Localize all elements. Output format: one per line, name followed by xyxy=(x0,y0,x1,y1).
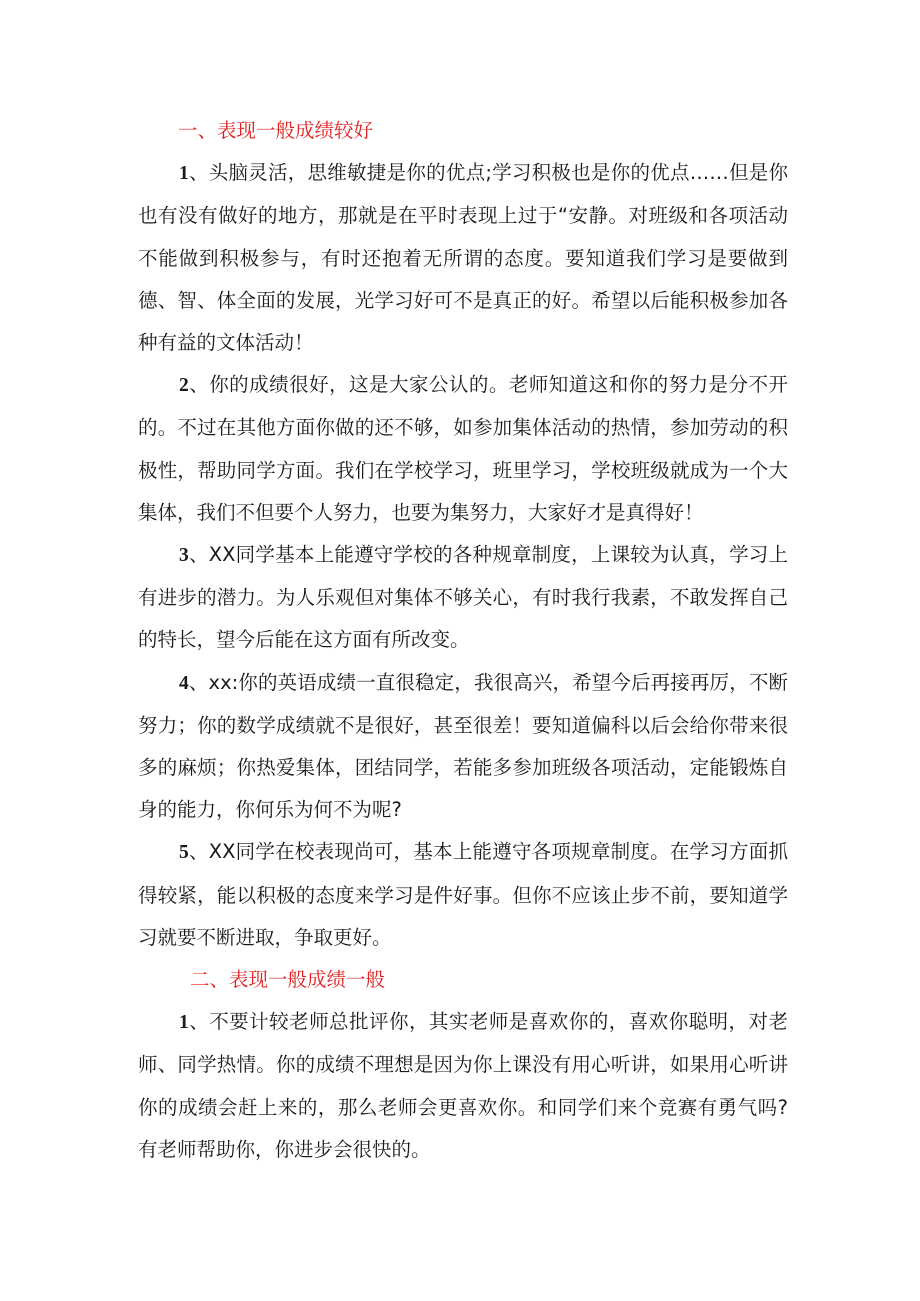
item-number: 2 xyxy=(179,375,189,397)
item-number: 4 xyxy=(179,672,189,694)
item-number: 1 xyxy=(179,163,189,185)
item-text: 、XX同学基本上能遵守学校的各种规章制度，上课较为认真，学习上有进步的潜力。为人乐观但对集体不够关心，有时我行我素，不敢发挥自己的特长，望今后能在这方面有所改变。 xyxy=(138,543,788,652)
section-heading-1: 一、表现一般成绩较好 xyxy=(178,119,374,142)
item-number: 3 xyxy=(179,545,189,567)
comment-paragraph-1-2 xyxy=(138,364,788,534)
item-number: 1 xyxy=(179,1012,189,1034)
comment-paragraph-2-1 xyxy=(138,1001,788,1171)
section-heading-2: 二、表现一般成绩一般 xyxy=(190,968,386,992)
comment-paragraph-1-5 xyxy=(138,831,788,959)
comment-paragraph-1-3 xyxy=(138,534,788,662)
item-text: 、你的成绩很好，这是大家公认的。老师知道这和你的努力是分不开的。不过在其他方面你做的还不够，如参加集体活动的热情，参加劳动的积极性，帮助同学方面。我们在学校学习，班里学习，学校班级就成为一个大集体，我们不但要个人努力，也要为集努力，大家好才是真得好！ xyxy=(138,373,788,524)
document-body xyxy=(138,110,788,1171)
comment-paragraph-1-1 xyxy=(138,152,788,364)
item-text: 、不要计较老师总批评你，其实老师是喜欢你的，喜欢你聪明，对老师、同学热情。你的成绩不理想是因为你上课没有用心听讲，如果用心听讲你的成绩会赶上来的，那么老师会更喜欢你。和同学们来个竞赛有勇气吗?有老师帮助你，你进步会很快的。 xyxy=(138,1010,788,1161)
comment-paragraph-1-4 xyxy=(138,662,788,832)
item-text: 、xx:你的英语成绩一直很稳定，我很高兴，希望今后再接再厉，不断努力；你的数学成绩就不是很好，甚至很差！要知道偏科以后会给你带来很多的麻烦；你热爱集体，团结同学，若能多参加班级各项活动，定能锻炼自身的能力，你何乐为何不为呢? xyxy=(138,670,788,822)
item-number: 5 xyxy=(179,842,189,864)
item-text: 、头脑灵活，思维敏捷是你的优点;学习积极也是你的优点……但是你也有没有做好的地方，那就是在平时表现上过于“安静。对班级和各项活动不能做到积极参与，有时还抱着无所谓的态度。要知道我们学习是要做到德、智、体全面的发展，光学习好可不是真正的好。希望以后能积极参加各种有益的文体活动！ xyxy=(138,161,788,355)
item-text: 、XX同学在校表现尚可，基本上能遵守各项规章制度。在学习方面抓得较紧，能以积极的态度来学习是件好事。但你不应该止步不前，要知道学习就要不断进取，争取更好。 xyxy=(138,840,788,949)
